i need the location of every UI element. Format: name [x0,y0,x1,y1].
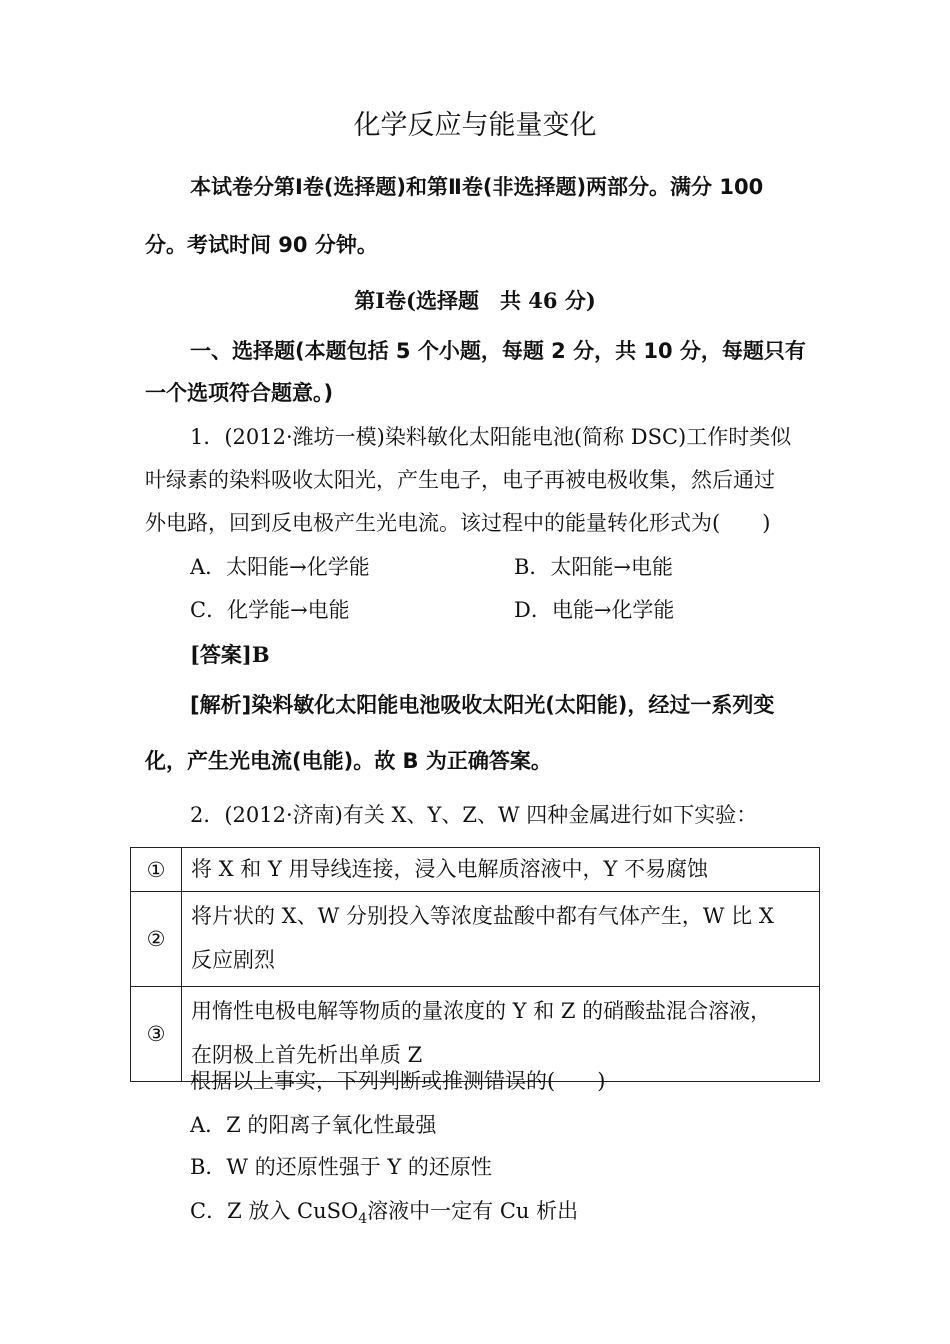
row-text-line: 在阴极上首先析出单质 Z [191,1043,423,1067]
table-row [131,892,820,987]
row-text-line: 将片状的 X、W 分别投入等浓度盐酸中都有气体产生，W 比 X [191,904,774,928]
q2-option-b: B．W 的还原性强于 Y 的还原性 [190,1155,492,1179]
row-number: ① [131,848,182,892]
q1-stem-line-3: 外电路，回到反电极产生光电流。该过程中的能量转化形式为( ) [145,511,771,535]
q2-option-c-text: C．Z 放入 CuSO [190,1199,359,1223]
row-number: ② [131,892,182,987]
q2-stem: 2．(2012·济南)有关 X、Y、Z、W 四种金属进行如下实验： [190,803,758,827]
intro-line-1: 本试卷分第Ⅰ卷(选择题)和第Ⅱ卷(非选择题)两部分。满分 100 [190,175,764,199]
document-title: 化学反应与能量变化 [353,110,597,141]
q1-analysis-line-1: [解析]染料敏化太阳能电池吸收太阳光(太阳能)，经过一系列变 [190,693,775,717]
row-text [182,848,820,892]
q2-question: 根据以上事实，下列判断或推测错误的( ) [190,1069,606,1093]
q1-stem-line-2: 叶绿素的染料吸收太阳光，产生电子，电子再被电极收集，然后通过 [145,468,775,492]
q1-option-c: C．化学能→电能 [190,598,350,622]
section-heading: 第Ⅰ卷(选择题 共 46 分) [354,288,596,313]
q2-option-c [190,1196,578,1234]
row-text [182,892,820,987]
q1-analysis-line-2: 化，产生光电流(电能)。故 B 为正确答案。 [145,749,552,773]
q1-stem-line-1: 1．(2012·潍坊一模)染料敏化太阳能电池(简称 DSC)工作时类似 [190,425,792,449]
part-instruction-line-1: 一、选择题(本题包括 5 个小题，每题 2 分，共 10 分，每题只有 [190,339,806,363]
subscript-four: 4 [358,1211,368,1228]
q2-option-c-rest: 溶液中一定有 Cu 析出 [367,1199,579,1223]
row-number: ③ [131,987,182,1082]
row-text-line: 将 X 和 Y 用导线连接，浸入电解质溶液中，Y 不易腐蚀 [191,856,709,881]
q1-option-a: A．太阳能→化学能 [190,555,370,579]
q2-option-a: A．Z 的阳离子氧化性最强 [190,1113,437,1137]
q1-option-b: B．太阳能→电能 [514,555,674,579]
table-row [131,848,820,892]
intro-line-2: 分。考试时间 90 分钟。 [145,233,378,257]
q1-option-d: D．电能→化学能 [514,598,675,622]
row-text-line: 用惰性电极电解等物质的量浓度的 Y 和 Z 的硝酸盐混合溶液， [191,999,772,1023]
experiment-table [130,847,820,1082]
q1-answer: [答案]B [190,642,270,667]
part-instruction-line-2: 一个选项符合题意。) [145,381,334,405]
row-text-line: 反应剧烈 [191,948,275,972]
